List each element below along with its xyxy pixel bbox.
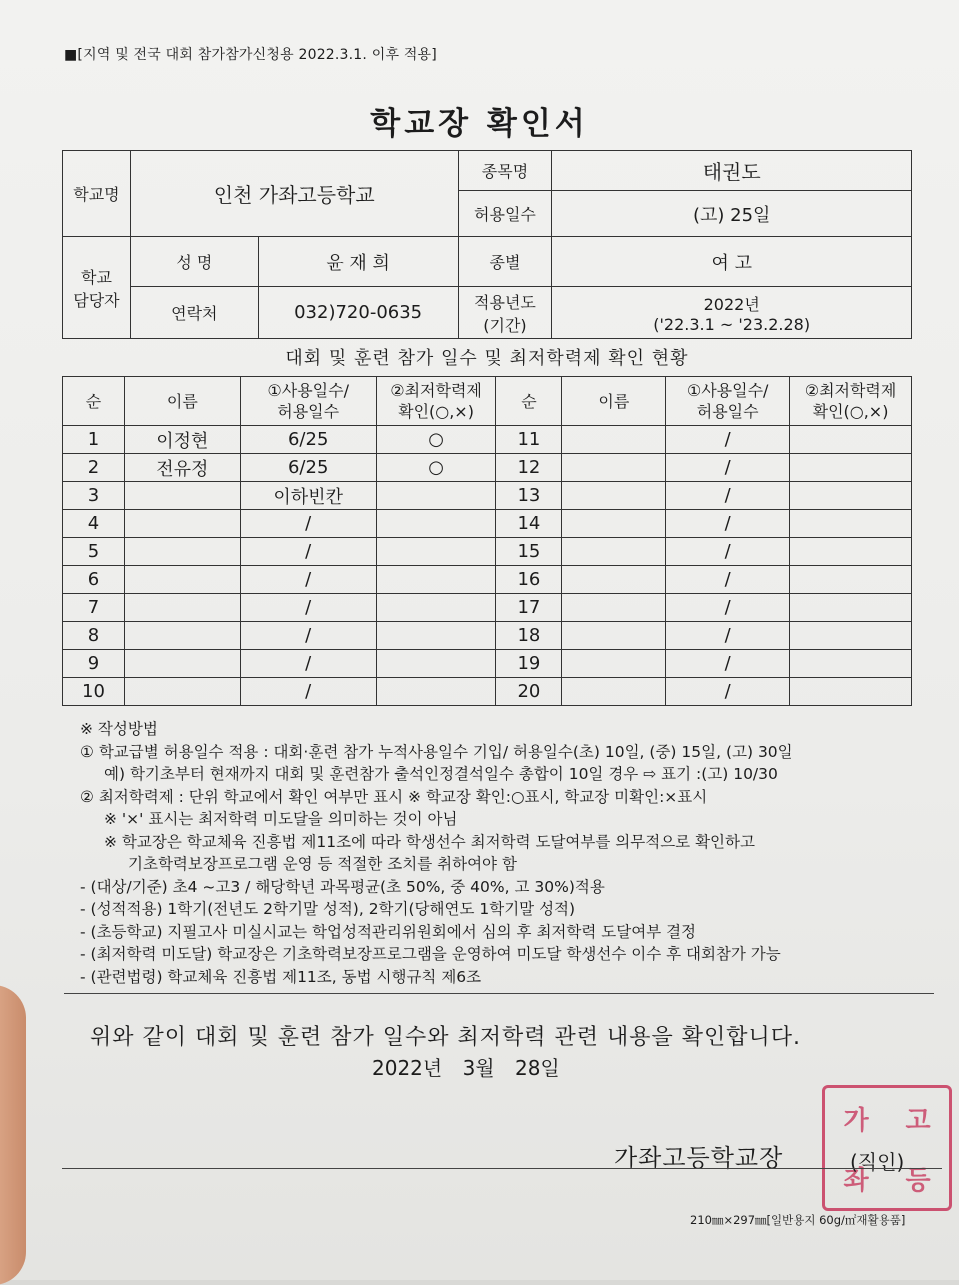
note-item: - (관련법령) 학교체육 진흥법 제11조, 동법 시행규칙 제6조	[80, 967, 482, 986]
table-row	[63, 426, 912, 454]
table-row	[63, 566, 912, 594]
row-no: 2	[63, 454, 125, 482]
year-value-line2: ('22.3.1 ~ '23.2.28)	[653, 314, 811, 334]
row-no: 18	[496, 622, 562, 650]
row-days: /	[240, 594, 376, 622]
table-row	[63, 650, 912, 678]
row-name	[562, 482, 666, 510]
table-row	[63, 622, 912, 650]
table-row	[63, 594, 912, 622]
header-days-line1: ①사용일수/	[267, 381, 349, 400]
header-days-right-line1: ①사용일수/	[686, 381, 769, 400]
row-name	[124, 566, 240, 594]
row-min-check	[790, 566, 912, 594]
allowed-days-value: (고) 25일	[552, 191, 912, 237]
confirmation-text: 위와 같이 대회 및 훈련 참가 일수와 최저학력 관련 내용을 확인합니다.	[90, 1025, 801, 1050]
row-no: 3	[63, 482, 125, 510]
header-days-right	[666, 377, 790, 426]
divider-line	[64, 993, 934, 994]
row-name	[124, 510, 240, 538]
row-no: 17	[496, 594, 562, 622]
table-row	[63, 538, 912, 566]
year-label-line2: (기간)	[483, 315, 527, 335]
note-item: ① 학교급별 허용일수 적용 : 대회·훈련 참가 누적사용일수 기입/ 허용일수(초) 10일, (중) 15일, (고) 30일	[80, 742, 793, 761]
row-days: /	[666, 426, 790, 454]
seal-label: (직인)	[850, 1150, 905, 1174]
note-item: - (최저학력 미도달) 학교장은 기초학력보장프로그램을 운영하여 미도달 학생선수 이수 후 대회참가 가능	[80, 945, 781, 963]
writing-instructions	[80, 718, 920, 988]
row-no: 13	[496, 482, 562, 510]
row-no: 6	[63, 566, 125, 594]
participation-table-body	[63, 377, 912, 706]
year-value	[552, 287, 912, 339]
notes-heading: ※ 작성방법	[80, 720, 158, 738]
manager-label-line1: 학교	[80, 267, 112, 287]
row-name	[562, 426, 666, 454]
row-name	[124, 622, 240, 650]
row-days: /	[666, 538, 790, 566]
row-min-check	[790, 622, 912, 650]
row-no: 8	[63, 622, 125, 650]
header-min-line2: 확인(○,×)	[398, 402, 474, 421]
year-value-line1: 2022년	[703, 294, 760, 314]
note-item: - (초등학교) 지필고사 미실시교는 학업성적관리위원회에서 심의 후 최저학력 도달여부 결정	[80, 922, 697, 941]
row-days: /	[240, 678, 376, 706]
row-no: 5	[63, 538, 125, 566]
row-days: /	[240, 510, 376, 538]
seal-char: 등	[905, 1165, 931, 1196]
row-name	[562, 650, 666, 678]
seal-char: 가	[843, 1105, 869, 1136]
year-label	[458, 287, 552, 339]
row-days: /	[240, 650, 376, 678]
row-no: 11	[496, 426, 562, 454]
row-min-check	[376, 566, 496, 594]
row-name: 전유정	[124, 454, 240, 482]
contact-label: 연락처	[130, 287, 258, 339]
row-days: /	[666, 622, 790, 650]
event-value: 태권도	[552, 151, 912, 191]
header-min-right-line2: 확인(○,×)	[812, 402, 889, 421]
participation-table	[62, 376, 912, 706]
row-min-check	[790, 678, 912, 706]
seal-char: 고	[905, 1105, 931, 1136]
paper-size-note: 210㎜×297㎜[일반용지 60g/㎡재활용품]	[690, 1213, 906, 1227]
school-value: 인천 가좌고등학교	[130, 151, 458, 237]
row-days: /	[666, 510, 790, 538]
row-min-check	[790, 426, 912, 454]
header-min	[376, 377, 496, 426]
header-note: ■[지역 및 전국 대회 참가참가신청용 2022.3.1. 이후 적용]	[64, 47, 437, 63]
info-table	[62, 150, 912, 339]
row-min-check	[790, 538, 912, 566]
row-min-check	[376, 594, 496, 622]
row-min-check	[790, 650, 912, 678]
header-min-right-line1: ②최저학력제	[804, 381, 897, 400]
row-days: 6/25	[240, 454, 376, 482]
row-min-check	[376, 538, 496, 566]
table-row	[63, 510, 912, 538]
row-no: 9	[63, 650, 125, 678]
row-name	[124, 482, 240, 510]
row-name	[124, 650, 240, 678]
row-name	[562, 678, 666, 706]
row-days: /	[666, 650, 790, 678]
row-days: /	[240, 622, 376, 650]
name-label: 성 명	[130, 237, 258, 287]
row-name	[562, 566, 666, 594]
manager-label-line2: 담당자	[73, 290, 120, 310]
header-days-right-line2: 허용일수	[696, 402, 759, 421]
row-name	[562, 622, 666, 650]
issue-date: 2022년 3월 28일	[372, 1056, 560, 1080]
table-row	[63, 454, 912, 482]
table-header-row	[63, 377, 912, 426]
row-min-check	[376, 650, 496, 678]
row-min-check	[376, 622, 496, 650]
seal-char: 좌	[843, 1165, 869, 1196]
year-label-line1: 적용년도	[474, 292, 536, 312]
row-no: 1	[63, 426, 125, 454]
row-days: /	[666, 482, 790, 510]
row-no: 10	[63, 678, 125, 706]
row-no: 20	[496, 678, 562, 706]
row-min-check	[790, 482, 912, 510]
row-days: /	[240, 566, 376, 594]
row-min-check: ○	[376, 426, 496, 454]
note-item: - (대상/기준) 초4 ~고3 / 해당학년 과목평균(초 50%, 중 40%, 고 30%)적용	[80, 877, 605, 896]
event-label: 종목명	[458, 151, 552, 191]
note-item: ※ 학교장은 학교체육 진흥법 제11조에 따라 학생선수 최저학력 도달여부를 의무적으로 확인하고	[104, 832, 755, 851]
row-name: 이정현	[124, 426, 240, 454]
row-min-check	[790, 454, 912, 482]
row-min-check	[790, 594, 912, 622]
row-name	[562, 454, 666, 482]
row-days: /	[666, 454, 790, 482]
row-no: 16	[496, 566, 562, 594]
note-item: ※ '×' 표시는 최저학력 미도달을 의미하는 것이 아님	[104, 810, 458, 828]
row-days: /	[666, 594, 790, 622]
row-name	[124, 678, 240, 706]
header-no: 순	[63, 377, 125, 426]
header-name-right: 이름	[562, 377, 666, 426]
manager-label	[63, 237, 131, 339]
row-no: 19	[496, 650, 562, 678]
note-item: ② 최저학력제 : 단위 학교에서 확인 여부만 표시 ※ 학교장 확인:○표시, 학교장 미확인:×표시	[80, 787, 708, 806]
document-title: 학교장 확인서	[370, 106, 589, 142]
row-no: 4	[63, 510, 125, 538]
row-min-check	[376, 510, 496, 538]
row-name	[124, 594, 240, 622]
note-item: 기초학력보장프로그램 운영 등 적절한 조치를 취하여야 함	[128, 855, 517, 873]
row-name	[562, 510, 666, 538]
header-name: 이름	[124, 377, 240, 426]
row-name	[562, 538, 666, 566]
school-label: 학교명	[63, 151, 131, 237]
section-title: 대회 및 훈련 참가 일수 및 최저학력제 확인 현황	[285, 348, 689, 369]
name-value: 윤 재 희	[258, 237, 458, 287]
header-days	[240, 377, 376, 426]
contact-value: 032)720-0635	[258, 287, 458, 339]
row-no: 15	[496, 538, 562, 566]
category-label: 종별	[458, 237, 552, 287]
row-days: /	[666, 566, 790, 594]
principal-name: 가좌고등학교장	[614, 1144, 784, 1172]
row-name	[124, 538, 240, 566]
header-days-line2: 허용일수	[277, 402, 340, 421]
row-days: /	[666, 678, 790, 706]
table-row	[63, 678, 912, 706]
row-days: 6/25	[240, 426, 376, 454]
header-no-right: 순	[496, 377, 562, 426]
row-no: 7	[63, 594, 125, 622]
allowed-days-label: 허용일수	[458, 191, 552, 237]
row-days: /	[240, 538, 376, 566]
row-name	[562, 594, 666, 622]
note-item: 예) 학기초부터 현재까지 대회 및 훈련참가 출석인정결석일수 총합이 10일 경우 ⇨ 표기 :(고) 10/30	[104, 765, 778, 783]
footer-divider	[62, 1168, 942, 1169]
category-value: 여 고	[552, 237, 912, 287]
row-days: 이하빈칸	[240, 482, 376, 510]
header-min-right	[790, 377, 912, 426]
row-min-check	[790, 510, 912, 538]
row-min-check	[376, 678, 496, 706]
row-no: 12	[496, 454, 562, 482]
note-item: - (성적적용) 1학기(전년도 2학기말 성적), 2학기(당해연도 1학기말 성적)	[80, 900, 576, 918]
row-min-check: ○	[376, 454, 496, 482]
row-min-check	[376, 482, 496, 510]
header-min-line1: ②최저학력제	[390, 381, 482, 400]
row-no: 14	[496, 510, 562, 538]
table-row	[63, 482, 912, 510]
thumb-image	[0, 985, 26, 1285]
